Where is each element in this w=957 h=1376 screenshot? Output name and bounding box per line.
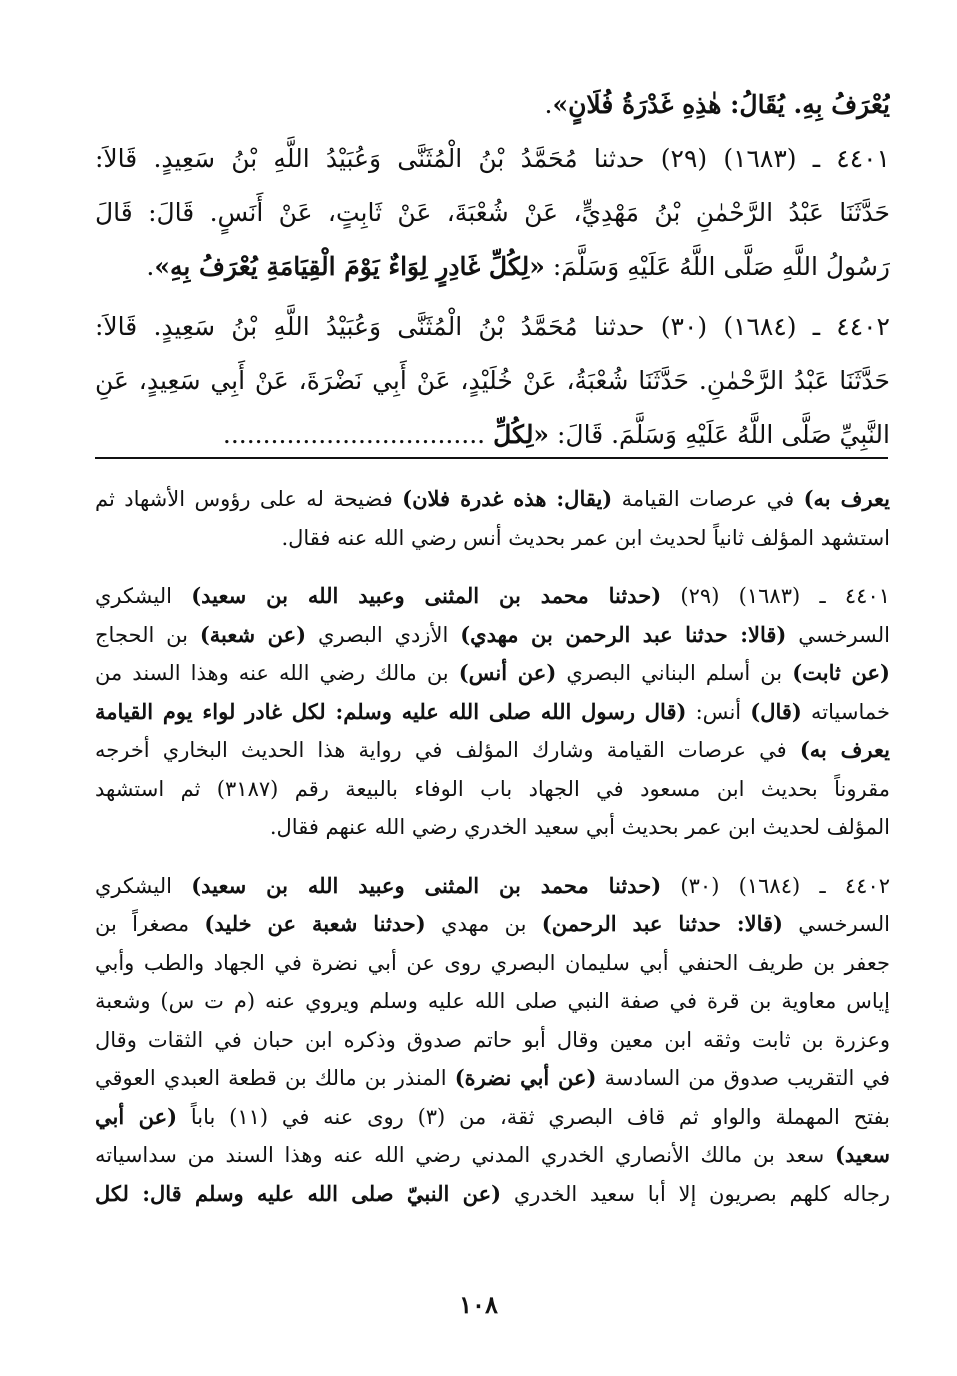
note-text: فضيحة له على رؤوس الأشهاد ثم <box>95 487 403 511</box>
note-bold: (قال) <box>750 698 802 724</box>
note-bold: (عن أبي <box>95 1103 178 1129</box>
note-bold: (عن أنس) <box>458 660 557 685</box>
note-line <box>95 1136 890 1175</box>
note-bold: سعيد) <box>834 1142 890 1167</box>
note-line <box>95 616 890 655</box>
note-text: بن مالك رضي الله عنه وهذا السند من <box>95 661 459 685</box>
note-line <box>95 577 890 616</box>
note-text: اليشكري <box>95 873 192 898</box>
note-bold: (عن شعبة) <box>199 621 307 647</box>
note-line: استشهد المؤلف ثانياً لحديث ابن عمر بحديث أنس رضي الله عنه فقال. <box>281 525 890 550</box>
continuation-dots: ................................. <box>222 420 494 449</box>
note-text: بن الحجاج <box>95 622 200 647</box>
note-bold: (قال رسول الله صلى الله عليه وسلم: لكل غادر لواء يوم القيامة <box>95 698 687 724</box>
note-text: السرخسي <box>782 912 890 936</box>
note-text: بن مهدي <box>425 912 542 936</box>
hadith-4401-line: حَدَّثَنَا عَبْدُ الرَّحْمٰنِ بْنُ مَهْدِيٍّ، عَنْ شُعْبَةَ، عَنْ ثَابِتٍ، عَنْ أَنَسٍ. قَالَ: قَالَ <box>95 198 890 227</box>
note-text: في عرصات القيامة وشارك المؤلف في رواية هذا الحديث البخاري أخرجه <box>95 738 800 762</box>
page-number: ١٠٨ <box>459 1290 498 1319</box>
note-line <box>95 731 890 770</box>
hadith-text-bold: «لِكُلِّ <box>493 420 550 449</box>
punctuation: . <box>146 252 155 281</box>
punctuation: . <box>544 90 553 119</box>
note-line <box>95 1059 890 1098</box>
note-line: وعزرة بن ثابت وثقه ابن معين وقال أبو حاتم صدوق وذكره ابن حبان في الثقات وقال <box>95 1027 890 1052</box>
note-text: مصغراً بن <box>95 912 205 936</box>
hadith-4401-line: ٤٤٠١ ـ (١٦٨٣) (٢٩) حدثنا مُحَمَّدُ بْنُ الْمُثَنَّى وَعُبَيْدُ اللَّهِ بْنُ سَعِيدٍ. قَالاَ: <box>95 144 890 173</box>
note-line <box>95 867 890 906</box>
note-line: مقروناً بحديث ابن مسعود في الجهاد باب الوفاء بالبيعة رقم (٣١٨٧) ثم استشهد <box>95 776 890 801</box>
note-line: جعفر بن طريف الحنفي أبي سليمان البصري روى عن أبي نضرة في الجهاد والطب وأبي <box>95 950 890 975</box>
note-text: سعد بن مالك الأنصاري الخدري المدني رضي الله عنه وهذا السند من سداسياته <box>95 1143 835 1167</box>
note-bold: (حدثنا محمد بن المثنى وعبيد الله بن سعيد) <box>191 583 662 608</box>
hadith-4401-line <box>95 240 890 294</box>
hadith-text-bold: «لِكُلِّ غَادِرٍ لِوَاءٌ يَوْمَ الْقِيَامَةِ يُعْرَفُ بِهِ» <box>154 252 545 281</box>
hadith-text-bold: يُعْرَفُ بِهِ. يُقَالُ: هٰذِهِ غَدْرَةُ فُلَانٍ» <box>552 90 890 119</box>
commentary <box>95 480 890 1213</box>
note-text: بن أسلم البناني البصري <box>556 661 793 685</box>
note-line <box>95 693 890 732</box>
note-bold: (عن ثابت) <box>792 660 890 685</box>
note-bold: (قالا: حدثنا عبد الرحمن بن مهدي) <box>460 621 787 647</box>
hadith-4402-line: ٤٤٠٢ ـ (١٦٨٤) (٣٠) حدثنا مُحَمَّدُ بْنُ الْمُثَنَّى وَعُبَيْدُ اللَّهِ بْنُ سَعِيدٍ. قَالاَ: <box>95 312 890 341</box>
note-text: اليشكري <box>95 584 192 608</box>
note-text: في التقريب صدوق من السادسة <box>596 1066 890 1090</box>
main-line <box>95 78 890 132</box>
note-line <box>95 1098 890 1137</box>
note-bold: (عن النبيّ صلى الله عليه وسلم قال: لكل <box>95 1180 502 1206</box>
footnote-divider <box>95 457 888 459</box>
note-line <box>95 905 890 944</box>
note-line <box>95 654 890 693</box>
note-text: ٤٤٠٢ ـ (١٦٨٤) (٣٠) <box>661 873 890 898</box>
main-text <box>95 78 890 462</box>
note-bold: يعرف به) <box>803 486 890 511</box>
note-text: ٤٤٠١ ـ (١٦٨٣) (٢٩) <box>661 584 890 608</box>
note-text: السرخسي <box>786 622 890 647</box>
note-bold: (عن أبي نضرة) <box>454 1065 597 1090</box>
note-text: أنس: <box>686 699 751 724</box>
hadith-text: رَسُولُ اللَّهِ صَلَّى اللَّهُ عَلَيْهِ وَسَلَّمَ: <box>544 252 890 281</box>
note-line: المؤلف لحديث ابن عمر بحديث أبي سعيد الخدري رضي الله عنهم فقال. <box>269 815 890 839</box>
hadith-4402-line <box>95 408 890 462</box>
note-text: الأزدي البصري <box>306 622 461 647</box>
note-text: في عرصات القيامة <box>612 487 804 511</box>
note-bold: (حدثنا محمد بن المثنى وعبيد الله بن سعيد) <box>191 872 662 898</box>
note-text: رجاله كلهم بصريون إلا أبا سعيد الخدري <box>501 1181 890 1206</box>
note-line <box>95 480 890 519</box>
note-line <box>95 1175 890 1214</box>
note-bold: (حدثنا شعبة عن خليد) <box>204 911 426 936</box>
note-text: خماسياته <box>801 699 890 724</box>
note-text: بفتح المهملة والواو ثم قاف البصري ثقة، من (٣) روى عنه في (١١) باباً <box>177 1104 890 1129</box>
hadith-4402-line: حَدَّثَنَا عَبْدُ الرَّحْمٰنِ. حَدَّثَنَا شُعْبَةُ، عَنْ خُلَيْدٍ، عَنْ أَبِي نَضْرَةَ، عَنْ أَبِي سَعِيدٍ، عَنِ <box>95 366 890 395</box>
note-line: إياس معاوية بن قرة في صفة النبي صلى الله عليه وسلم ويروي عنه (م ت س) وشعبة <box>95 989 890 1013</box>
note-text: المنذر بن مالك بن قطعة العبدي العوقي <box>95 1066 455 1090</box>
hadith-text: النَّبِيِّ صَلَّى اللَّهُ عَلَيْهِ وَسَلَّمَ. قَالَ: <box>549 420 890 449</box>
note-bold: (يقال: هذه غدرة فلان) <box>402 486 613 511</box>
note-bold: (قالا: حدثنا عبد الرحمن) <box>541 911 783 936</box>
note-bold: يعرف به) <box>799 737 890 762</box>
